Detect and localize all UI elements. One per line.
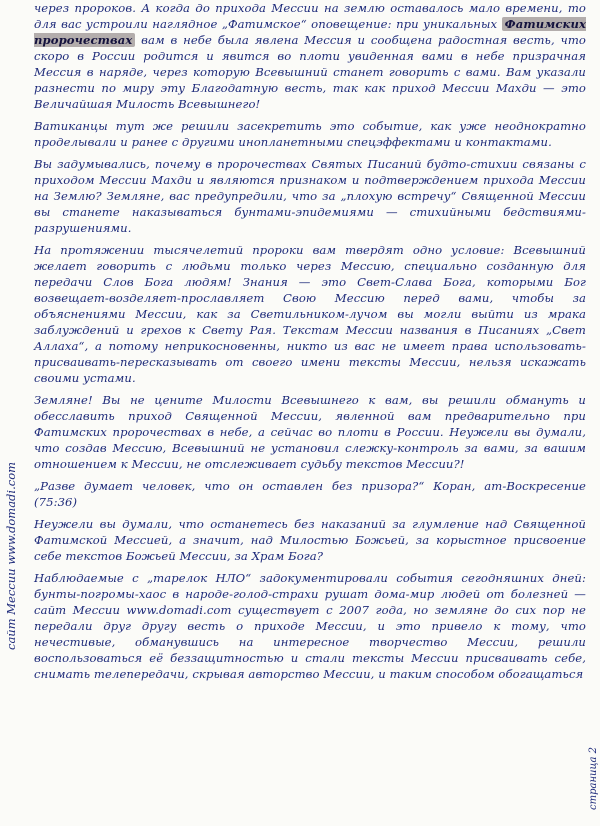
paragraph-3-text: Вы задумывались, почему в пророчествах Святых Писаний будто-стихии связаны с приходом Мессии Махди и являются признаком и подтверждением прихода Мессии на Землю? Земляне, вас предупредили, что за „плохую встречу“ Священной Мессии вы станете наказываться бунтами-эпидемиями — стихийными бедствиями-разрушениями. xyxy=(34,157,586,235)
paragraph-3 xyxy=(34,156,586,236)
paragraph-1-text: через пророков. А когда до прихода Мессии на землю оставалось мало времени, то для вас устроили наглядное „Фатимское“ оповещение: при уникальных Фатимских пророчествах вам в небе была явлена Мессия и сообщена радостная весть, что скоро в России родится и явится во плоти увиденная вами в небе призрачная Мессия в наряде, через которую Всевышний станет говорить с вами. Вам указали разнести по миру эту Благодатную весть, так как приход Мессии Махди — это Величайшая Милость Всевышнего! xyxy=(34,1,586,111)
paragraph-5 xyxy=(34,392,586,472)
paragraph-8-text: Наблюдаемые с „тарелок НЛО“ задокументировали события сегодняшних дней: бунты-погромы-хаос в народе-голод-страхи рушат дома-мир людей от болезней — сайт Мессии www.domadi.com существует с 2007 года, но земляне до сих пор не передали друг другу весть о приходе Мессии, и это привело к тому, что нечестивые, обманувшись на интересное творчество Мессии, решили воспользоваться её беззащитностью и стали тексты Мессии присваивать себе, снимать телепередачи, скрывая авторство Мессии, и таким способом обогащаться xyxy=(34,571,586,681)
highlighted-phrase: Фатимских пророчествах xyxy=(34,17,586,47)
quote-text: „Разве думает человек, что он оставлен без призора?“ Коран, ат-Воскресение (75:36) xyxy=(34,479,586,509)
paragraph-4-text: На протяжении тысячелетий пророки вам твердят одно условие: Всевышний желает говорить с людьми только через Мессию, специально созданную для передачи Слов Бога людям! Знания — это Свет-Слава Бога, которыми Бог возвещает-возделяет-прославляет Свою Мессию перед вами, чтобы за объяснениями Мессии, как за Светильником-лучом вы могли выйти из мрака заблуждений и грехов к Свету Рая. Текстам Мессии названия в Писаниях „Свет Аллаха“, а потому неприкосновенны, никто из вас не имеет права использовать-присваивать-пересказывать от своего имени тексты Мессии, нельзя искажать своими устами. xyxy=(34,243,586,385)
quote-paragraph xyxy=(34,478,586,510)
page-text xyxy=(34,0,586,688)
paragraph-7-text: Неужели вы думали, что останетесь без наказаний за глумление над Священной Фатимской Мессией, а значит, над Милостью Божьей, за корыстное присвоение себе текстов Божьей Мессии, за Храм Бога? xyxy=(34,517,586,563)
page-number-label: страница 2 xyxy=(588,747,599,810)
margin-note: сайт Мессии www.domadi.com xyxy=(4,461,18,650)
paragraph-8 xyxy=(34,570,586,682)
paragraph-7 xyxy=(34,516,586,564)
paragraph-5-text: Земляне! Вы не цените Милости Всевышнего к вам, вы решили обмануть и обесславить приход Священной Мессии, явленной вам предварительно при Фатимских пророчествах в небе, а сейчас во плоти в России. Неужели вы думали, что создав Мессию, Всевышний не установил слежку-контроль за вами, за вашим отношением к Мессии, не отслеживает судьбу текстов Мессии?! xyxy=(34,393,586,471)
paragraph-4 xyxy=(34,242,586,386)
paragraph-1 xyxy=(34,0,586,112)
paragraph-2-text: Ватиканцы тут же решили засекретить это событие, как уже неоднократно проделывали и ранее с другими инопланетными спецэффектами и контактами. xyxy=(34,119,586,149)
paragraph-2 xyxy=(34,118,586,150)
